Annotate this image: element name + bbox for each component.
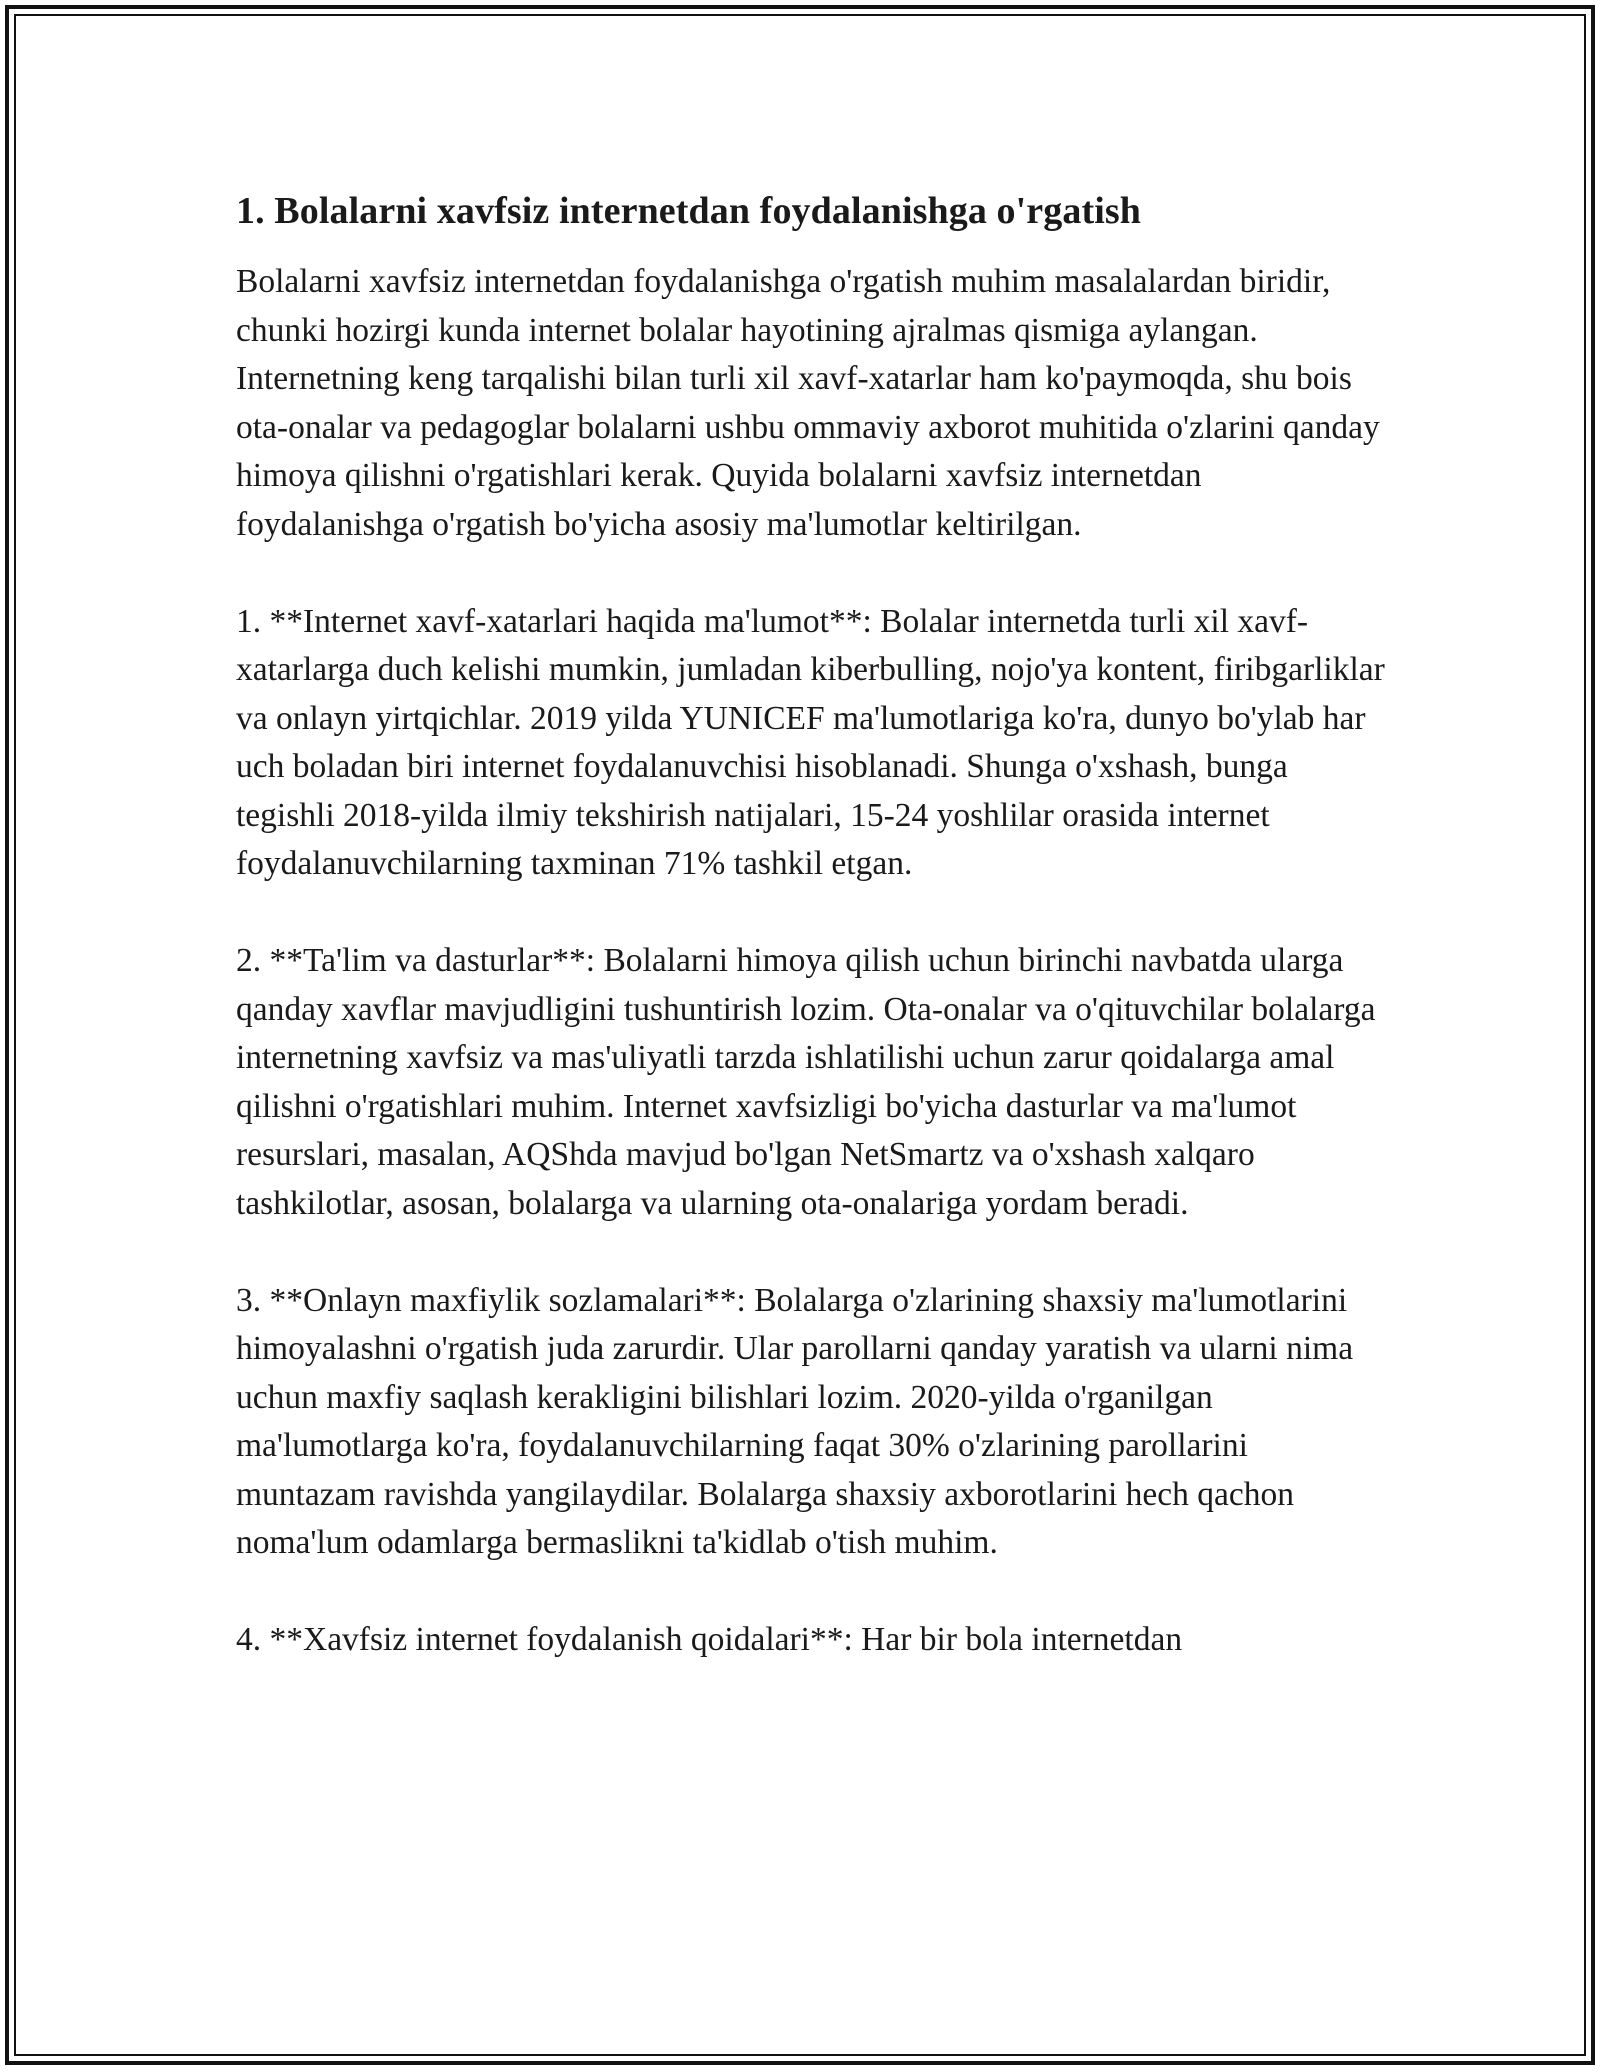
- document-body: [236, 186, 1386, 1713]
- paragraph-internet-risks: 1. **Internet xavf-xatarlari haqida ma'lumot**: Bolalar internetda turli xil xavf-xatarlarga duch kelishi mumkin, jumladan kiberbulling, nojo'ya kontent, firibgarliklar va onlayn yirtqichlar. 2019 yilda YUNICEF ma'lumotlariga ko'ra, dunyo bo'ylab har uch boladan biri internet foydalanuvchisi hisoblanadi. Shunga o'xshash, bunga tegishli 2018-yilda ilmiy tekshirish natijalari, 15-24 yoshlilar orasida internet foydalanuvchilarning taxminan 71% tashkil etgan.: [236, 602, 1385, 882]
- document-title: 1. Bolalarni xavfsiz internetdan foydalanishga o'rgatish: [236, 190, 1142, 232]
- paragraph-safe-usage-rules: 4. **Xavfsiz internet foydalanish qoidalari**: Har bir bola internetdan: [236, 1621, 1183, 1658]
- paragraph-privacy-settings: 3. **Onlayn maxfiylik sozlamalari**: Bolalarga o'zlarining shaxsiy ma'lumotlarini himoyalashni o'rgatish juda zarurdir. Ular parollarni qanday yaratish va ularni nima uchun maxfiy saqlash kerakligini bilishlari lozim. 2020-yilda o'rganilgan ma'lumotlarga ko'ra, foydalanuvchilarning faqat 30% o'zlarining parollarini muntazam ravishda yangilaydilar. Bolalarga shaxsiy axborotlarini hech qachon noma'lum odamlarga bermaslikni ta'kidlab o'tish muhim.: [236, 1281, 1354, 1561]
- paragraph-education-programs: 2. **Ta'lim va dasturlar**: Bolalarni himoya qilish uchun birinchi navbatda ularga qanday xavflar mavjudligini tushuntirish lozim. Ota-onalar va o'qituvchilar bolalarga internetning xavfsiz va mas'uliyatli tarzda ishlatilishi uchun zarur qoidalarga amal qilishni o'rgatishlari muhim. Internet xavfsizligi bo'yicha dasturlar va ma'lumot resurslari, masalan, AQShda mavjud bo'lgan NetSmartz va o'xshash xalqaro tashkilotlar, asosan, bolalarga va ularning ota-onalariga yordam beradi.: [236, 942, 1376, 1222]
- intro-paragraph: Bolalarni xavfsiz internetdan foydalanishga o'rgatish muhim masalalardan biridir, chunki hozirgi kunda internet bolalar hayotining ajralmas qismiga aylangan. Internetning keng tarqalishi bilan turli xil xavf-xatarlar ham ko'paymoqda, shu bois ota-onalar va pedagoglar bolalarni ushbu ommaviy axborot muhitida o'zlarini qanday himoya qilishni o'rgatishlari kerak. Quyida bolalarni xavfsiz internetdan foydalanishga o'rgatish bo'yicha asosiy ma'lumotlar keltirilgan.: [236, 263, 1380, 543]
